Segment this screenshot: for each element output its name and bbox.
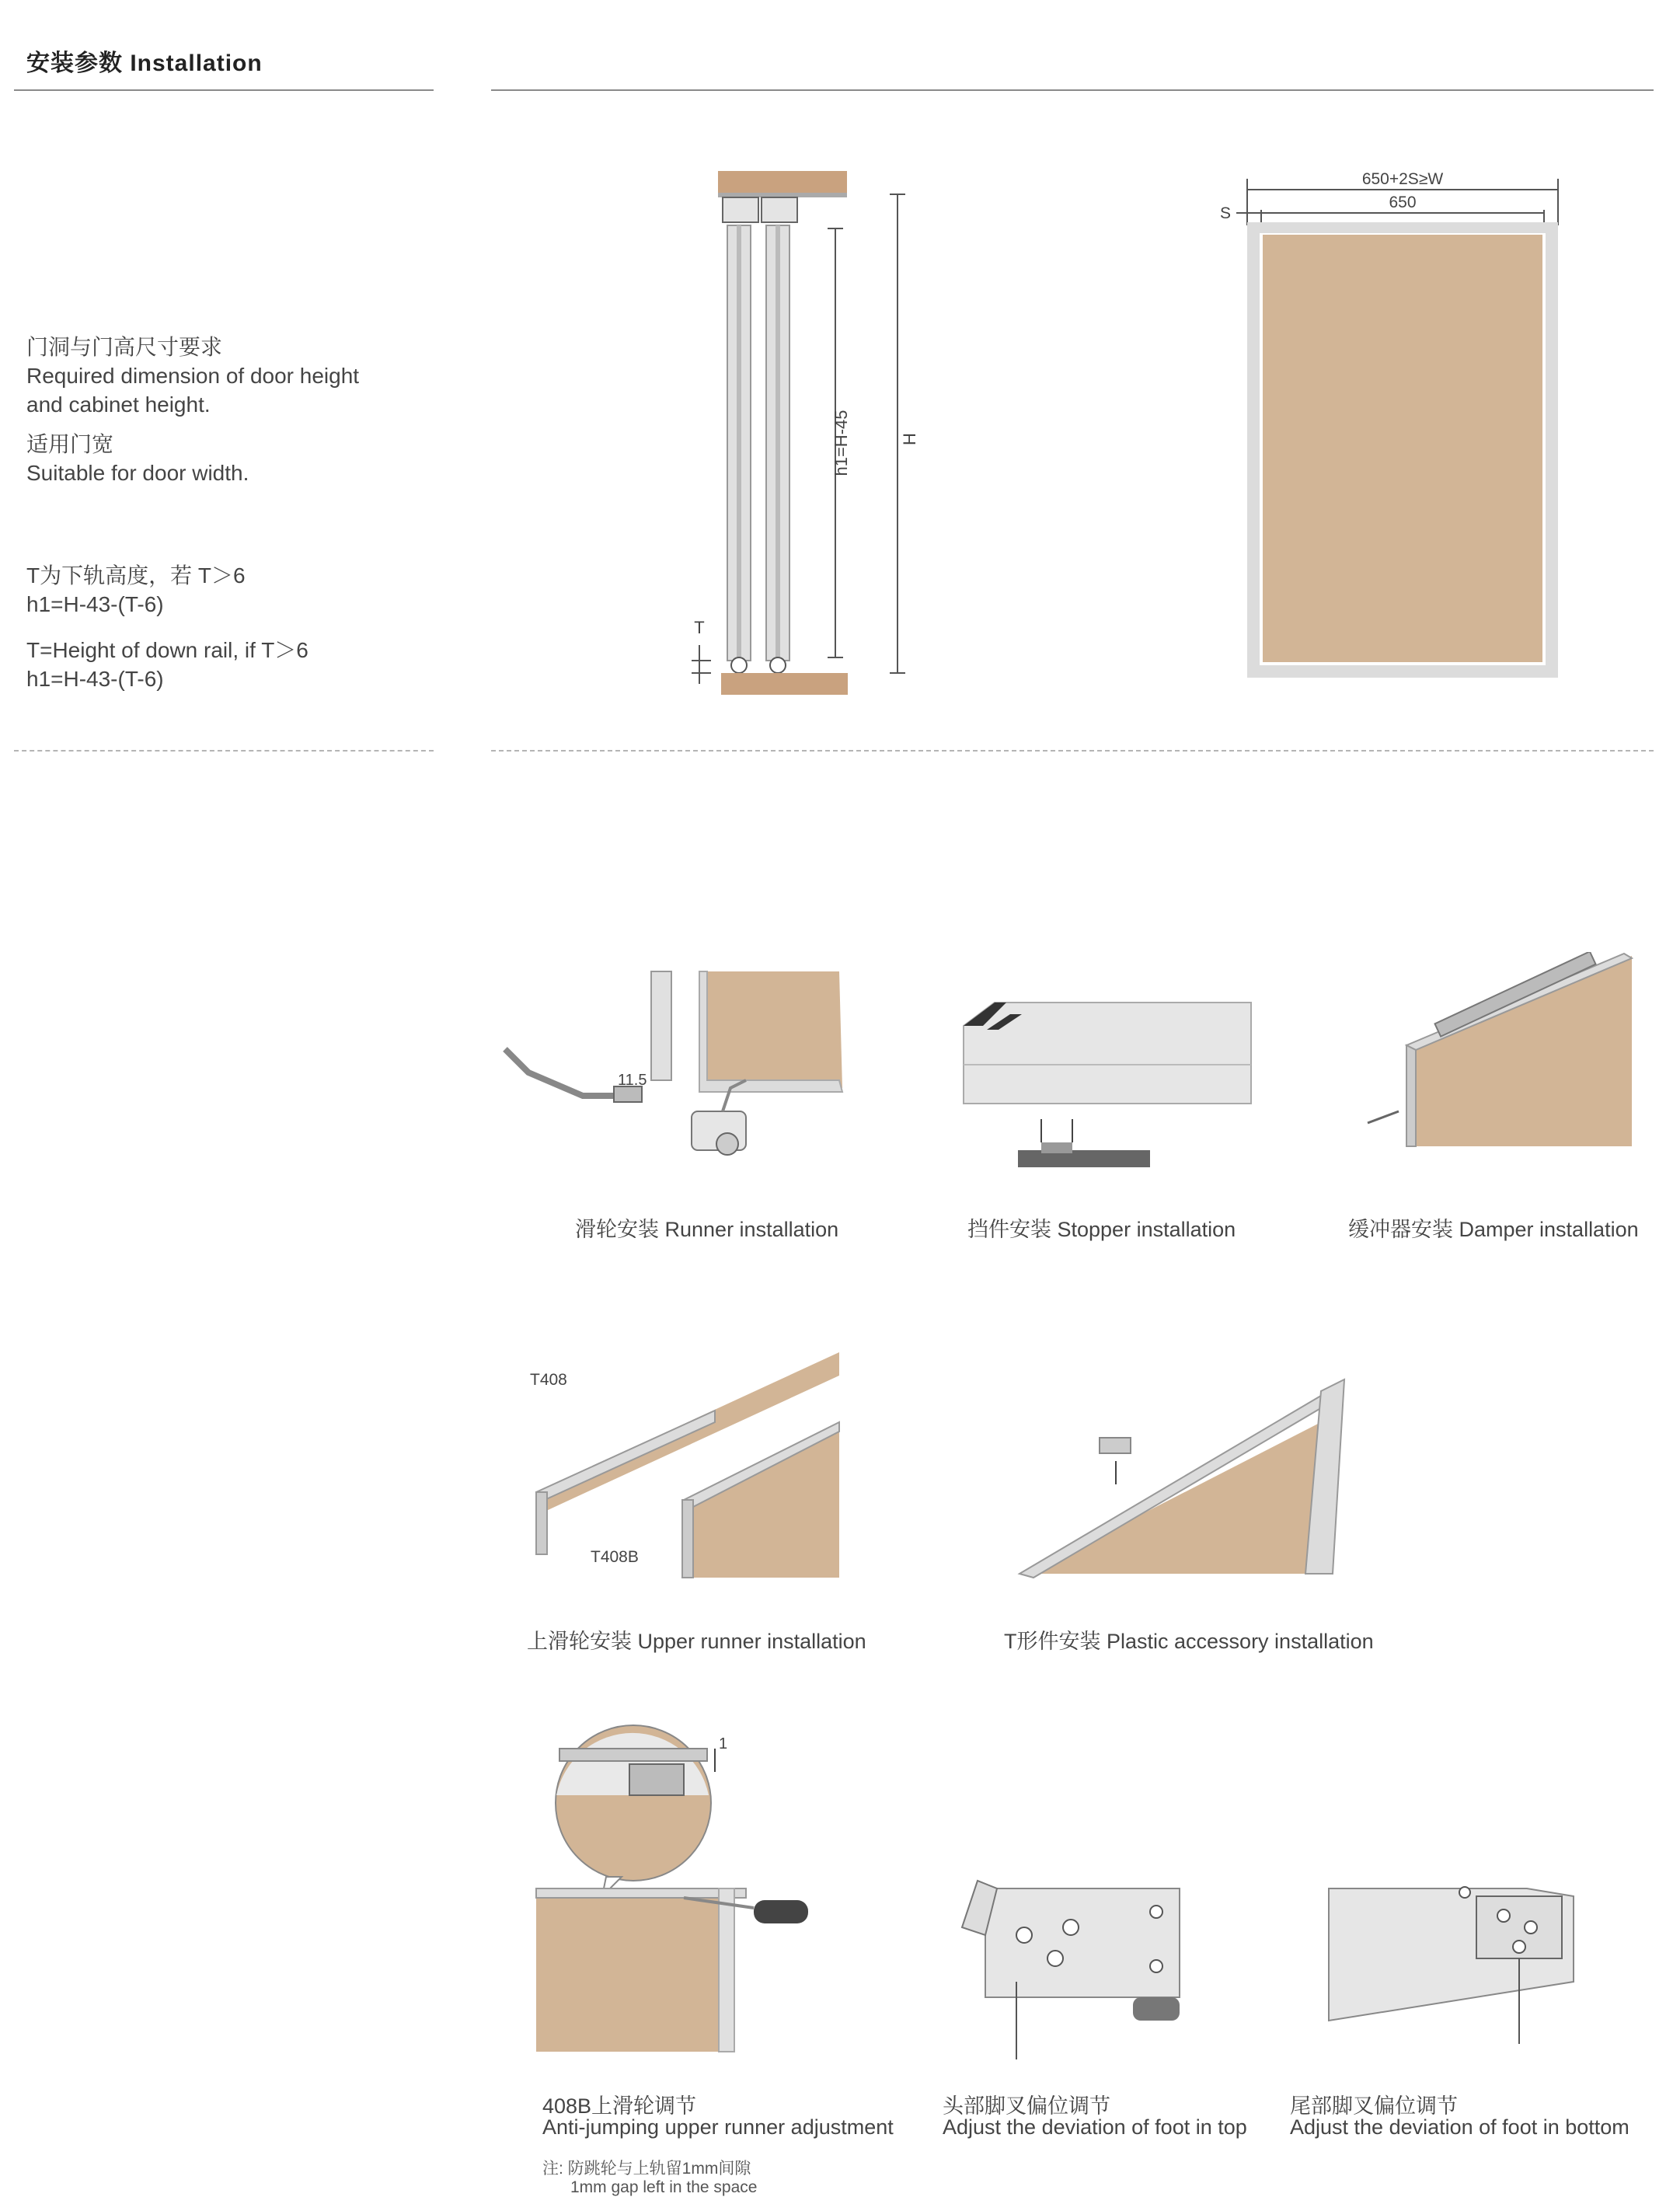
divider-right	[491, 750, 1654, 752]
door-height-en-2: and cabinet height.	[26, 392, 211, 417]
anti-jump-note-cn: 注: 防跳轮与上轨留1mm间隙	[542, 2160, 751, 2178]
header-rule-right	[491, 89, 1654, 91]
upper-runner-installation-figure	[513, 1344, 855, 1585]
bottom-track	[721, 673, 848, 695]
top-track	[718, 171, 847, 193]
door-height-diagram	[668, 163, 932, 707]
upper-runner-label-a: T408	[530, 1371, 567, 1389]
gap-label: 1	[719, 1735, 728, 1752]
width-label: 650	[1389, 194, 1417, 211]
plastic-accessory-installation-figure	[1010, 1376, 1352, 1585]
divider-left	[14, 750, 434, 752]
anti-jump-adjustment-figure	[528, 1718, 870, 2067]
total-width-label: 650+2S≥W	[1361, 170, 1444, 188]
door-height-cn: 门洞与门高尺寸要求	[26, 335, 223, 359]
s-label: S	[1219, 204, 1232, 222]
anti-jump-caption-cn: 408B上滑轮调节	[542, 2094, 697, 2118]
foot-bottom-adjustment-figure	[1325, 1873, 1581, 2052]
anti-jump-caption-en: Anti-jumping upper runner adjustment	[542, 2115, 894, 2139]
foot-top-caption-cn: 头部脚叉偏位调节	[943, 2094, 1110, 2118]
t-rule-formula-cn: h1=H-43-(T-6)	[26, 592, 164, 616]
door-height-en-1: Required dimension of door height	[26, 364, 360, 388]
foot-top-adjustment-figure	[954, 1873, 1187, 2067]
t-label: T	[694, 618, 705, 637]
door-width-en: Suitable for door width.	[26, 461, 249, 485]
runner-dimension: 11.5	[618, 1072, 647, 1089]
runner-caption: 滑轮安装 Runner installation	[575, 1218, 839, 1241]
runner-installation-figure	[497, 964, 855, 1205]
t-rule-cn: T为下轨高度，若 T＞6	[26, 563, 246, 588]
door-width-cn: 适用门宽	[26, 432, 114, 456]
door-width-diagram	[1208, 163, 1581, 692]
plastic-accessory-caption: T形件安装 Plastic accessory installation	[1004, 1630, 1374, 1653]
stopper-caption: 挡件安装 Stopper installation	[967, 1218, 1236, 1241]
upper-runner-label-b: T408B	[591, 1548, 639, 1566]
t-rule-en: T=Height of down rail, if T＞6	[26, 638, 308, 662]
upper-runner-caption: 上滑轮安装 Upper runner installation	[527, 1630, 866, 1653]
foot-top-caption-en: Adjust the deviation of foot in top	[943, 2115, 1247, 2139]
foot-bottom-caption-en: Adjust the deviation of foot in bottom	[1290, 2115, 1629, 2139]
damper-installation-figure	[1352, 952, 1640, 1154]
damper-caption: 缓冲器安装 Damper installation	[1348, 1218, 1639, 1241]
h-label: H	[900, 433, 919, 445]
stopper-installation-figure	[956, 987, 1267, 1174]
t-rule-formula-en: h1=H-43-(T-6)	[26, 667, 164, 691]
page-title: 安装参数 Installation	[26, 51, 263, 76]
anti-jump-note-en: 1mm gap left in the space	[570, 2178, 758, 2196]
header-rule-left	[14, 89, 434, 91]
foot-bottom-caption-cn: 尾部脚叉偏位调节	[1290, 2094, 1458, 2118]
h1-label: h1=H-45	[831, 410, 851, 476]
door-panel	[1263, 235, 1542, 662]
